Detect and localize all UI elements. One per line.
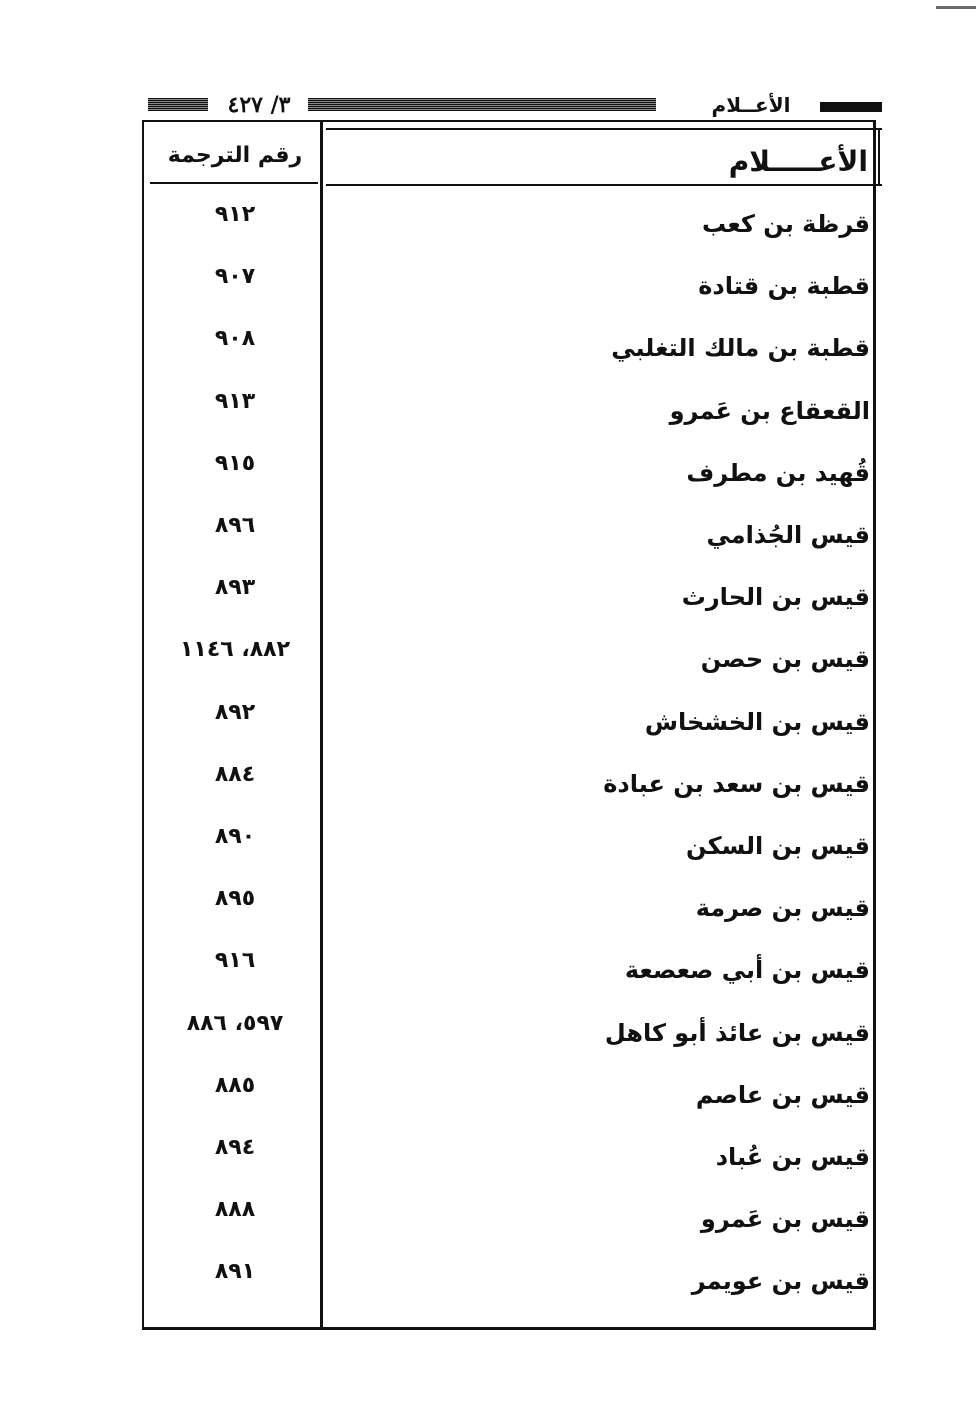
table-row xyxy=(144,1063,873,1125)
table-row xyxy=(144,627,873,689)
entry-name: قيس بن عاصم xyxy=(695,1080,870,1109)
table-row xyxy=(144,752,873,814)
entry-number: ٨٩٠ xyxy=(214,824,256,849)
entry-name: قيس بن حصن xyxy=(700,645,870,674)
table-row xyxy=(144,503,873,565)
column-header-number: رقم الترجمة xyxy=(167,143,303,168)
entry-number: ٩٠٨ xyxy=(214,326,256,352)
table-row xyxy=(144,441,873,503)
header-right-rule xyxy=(878,128,880,186)
table-row xyxy=(144,1125,873,1187)
entry-name: القعقاع بن عَمرو xyxy=(669,396,870,425)
entry-name: قرظة بن كعب xyxy=(701,210,870,238)
entry-number: ٨٩٤ xyxy=(214,1135,256,1160)
header-ornament-middle xyxy=(308,98,656,111)
index-table xyxy=(142,120,876,1330)
entry-number: ٨٩٦ xyxy=(214,513,256,538)
entry-number: ٨٨٨ xyxy=(214,1197,256,1223)
entry-name: قيس بن عائذ أبو كاهل xyxy=(604,1018,870,1047)
table-row xyxy=(144,565,873,627)
table-row xyxy=(144,254,873,316)
volume-page-reference: ٣/ ٤٢٧ xyxy=(227,92,291,118)
corner-mark xyxy=(936,6,976,9)
entry-name: قيس بن الحارث xyxy=(681,583,870,612)
number-header-rule xyxy=(150,182,318,184)
entry-number: ٩١٥ xyxy=(214,450,256,476)
table-row xyxy=(144,316,873,378)
table-row xyxy=(144,379,873,441)
entry-name: قطبة بن قتادة xyxy=(698,272,870,301)
table-row xyxy=(144,192,873,254)
entry-number: ٥٩٧، ٨٨٦ xyxy=(186,1010,284,1036)
header-ornament-right xyxy=(820,102,882,112)
header-bottom-rule xyxy=(326,184,882,186)
table-row xyxy=(144,1187,873,1249)
entry-name: قيس الجُذامي xyxy=(706,521,870,549)
entry-number: ٩٠٧ xyxy=(214,264,256,290)
entry-number: ٨٨٢، ١١٤٦ xyxy=(179,637,291,663)
table-row xyxy=(144,938,873,1000)
entry-number: ٩١٦ xyxy=(214,948,256,974)
entry-name: قُهيد بن مطرف xyxy=(686,458,870,487)
entry-number: ٨٩٢ xyxy=(214,699,256,725)
entry-number: ٩١٣ xyxy=(214,388,256,414)
column-header-name: الأعـــــلام xyxy=(728,145,868,178)
header-ornament-left xyxy=(148,98,208,111)
entry-number: ٨٩٣ xyxy=(214,575,256,601)
header-top-rule xyxy=(326,128,882,130)
entry-number: ٨٩١ xyxy=(214,1259,256,1285)
entry-name: قيس بن عُباد xyxy=(715,1143,870,1171)
entry-number: ٨٨٤ xyxy=(214,761,256,787)
table-row xyxy=(144,876,873,938)
entry-name: قيس بن سعد بن عبادة xyxy=(603,769,870,798)
table-row xyxy=(144,690,873,752)
table-row xyxy=(144,1001,873,1063)
entry-name: قيس بن صرمة xyxy=(695,894,870,923)
table-row xyxy=(144,1249,873,1311)
entry-number: ٨٨٥ xyxy=(214,1072,256,1098)
table-row xyxy=(144,814,873,876)
entry-name: قطبة بن مالك التغلبي xyxy=(611,334,870,363)
entry-name: قيس بن عَمرو xyxy=(700,1205,870,1234)
entry-name: قيس بن السكن xyxy=(686,832,870,860)
entry-name: قيس بن أبي صعصعة xyxy=(624,956,870,985)
entry-name: قيس بن عويمر xyxy=(691,1267,870,1296)
entry-number: ٨٩٥ xyxy=(214,886,256,912)
running-header xyxy=(148,92,882,118)
entry-number: ٩١٢ xyxy=(214,202,256,227)
section-title: الأعــلام xyxy=(711,93,791,117)
entry-name: قيس بن الخشخاش xyxy=(644,707,870,736)
